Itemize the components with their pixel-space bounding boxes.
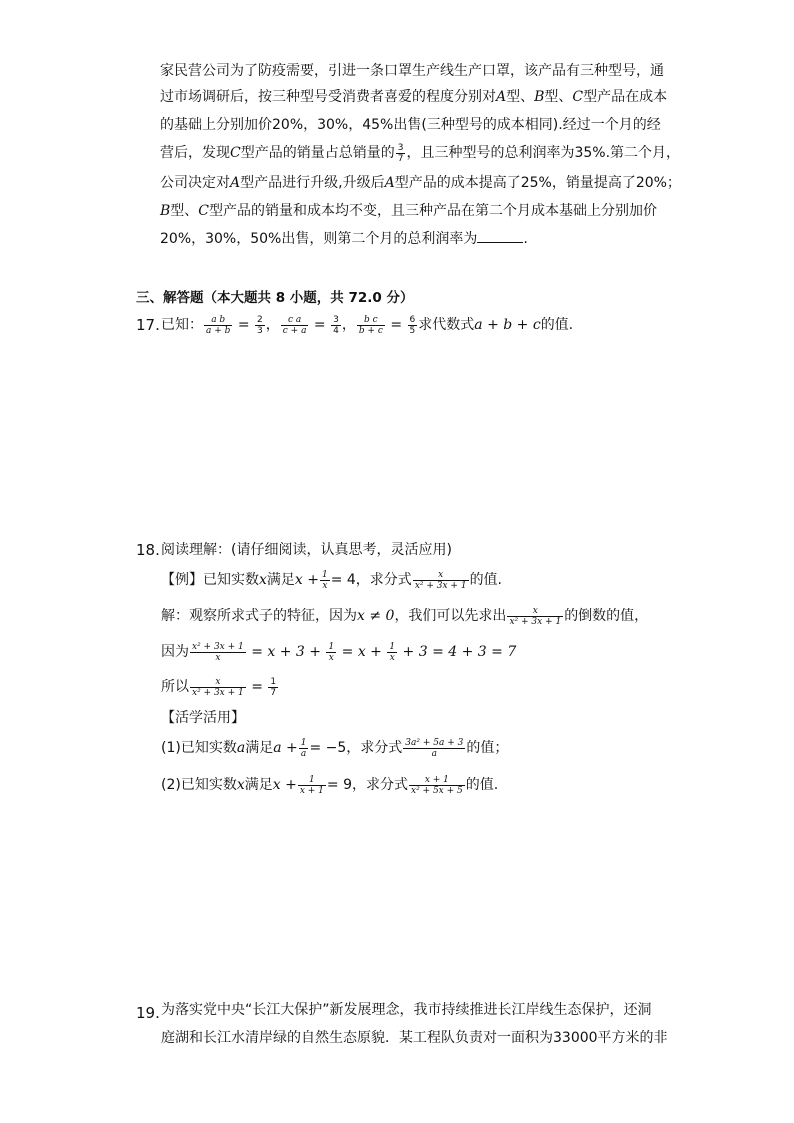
fraction <box>408 315 418 336</box>
q18-therefore <box>161 674 279 700</box>
question-number-19: 19. <box>136 1004 160 1022</box>
fraction <box>204 315 232 336</box>
fraction <box>255 315 265 336</box>
text: 营后，发现 <box>160 145 230 161</box>
var: C <box>230 145 241 161</box>
equals: = <box>313 317 326 333</box>
q16-line-1 <box>160 58 664 84</box>
equals: = <box>390 317 403 333</box>
denominator: x² + 3x + 1 <box>414 580 467 591</box>
denominator: 5 <box>409 325 416 336</box>
numerator: 1 <box>328 641 335 652</box>
q17-line <box>161 312 573 338</box>
text: 型、 <box>544 89 573 105</box>
var: a <box>236 740 246 756</box>
denominator: 7 <box>397 153 404 164</box>
var: A <box>384 175 395 191</box>
text: 型产品在成本 <box>583 89 668 105</box>
fraction <box>387 642 397 663</box>
expression: x ≠ 0 <box>357 608 395 624</box>
var: B <box>534 89 545 105</box>
q18-part-2 <box>161 772 498 798</box>
text: = 4，求分式 <box>330 572 412 588</box>
denominator: c + a <box>282 325 307 336</box>
numerator: x + 1 <box>424 774 449 785</box>
text: 的值； <box>466 740 509 756</box>
denominator: x <box>387 652 397 663</box>
fraction <box>190 677 246 698</box>
numerator: a b <box>211 314 226 325</box>
denominator: a <box>299 748 309 759</box>
fraction <box>298 775 326 796</box>
denominator: x + 1 <box>299 785 324 796</box>
q16-line-2 <box>160 84 667 110</box>
denominator: 7 <box>270 687 277 698</box>
numerator: x <box>215 676 221 687</box>
text: 20%，30%，50%出售，则第二个月的总利润率为 <box>160 231 478 247</box>
expression: a + <box>273 740 298 756</box>
text: ， <box>265 317 280 333</box>
answer-blank <box>477 228 523 243</box>
var: A <box>230 175 241 191</box>
denominator: a <box>403 748 465 759</box>
text: 所以 <box>161 679 189 695</box>
numerator: 1 <box>321 569 328 580</box>
fraction <box>409 775 465 796</box>
var: x <box>259 572 267 588</box>
var: A <box>496 89 507 105</box>
text: 型产品的销量和成本均不变，且三种产品在第二个月成本基础上分别加价 <box>209 203 658 219</box>
expression: x + <box>294 572 319 588</box>
text: 的值. <box>469 572 503 588</box>
fraction <box>268 677 278 698</box>
fraction <box>326 642 336 663</box>
text: ， <box>341 317 356 333</box>
q18-intro: 阅读理解：(请仔细阅读，认真思考，灵活应用) <box>161 542 452 558</box>
fraction <box>331 315 341 336</box>
text: 解：观察所求式子的特征，因为 <box>161 608 357 624</box>
denominator: x <box>326 652 336 663</box>
text: 满足 <box>244 777 273 793</box>
numerator: c a <box>287 314 302 325</box>
expression: + 3 = 4 + 3 = 7 <box>402 644 517 660</box>
fraction <box>413 570 469 591</box>
question-number-17: 17. <box>136 316 160 334</box>
fraction <box>403 738 465 759</box>
equals: = <box>237 317 250 333</box>
q18-solution <box>161 603 648 629</box>
text: (2)已知实数 <box>161 777 237 793</box>
fraction <box>357 315 385 336</box>
q18-since <box>161 639 516 665</box>
expression: a + b + c <box>474 317 541 333</box>
var: C <box>198 203 210 219</box>
text: 过市场调研后，按三种型号受消费者喜爱的程度分别对 <box>160 89 496 105</box>
var: x <box>236 777 245 793</box>
text: = −5，求分式 <box>309 740 403 756</box>
q19-line-2: 庭湖和长江水清岸绿的自然生态原貌．某工程队负责对一面积为33000平方米的非 <box>161 1030 668 1046</box>
text: ，且三种型号的总利润率为35%.第二个月， <box>406 145 681 161</box>
text: 公司决定对 <box>160 175 230 191</box>
numerator: x <box>532 605 538 616</box>
text: = 9，求分式 <box>326 777 408 793</box>
numerator: x <box>438 569 444 580</box>
numerator: b c <box>364 314 378 325</box>
denominator: x <box>190 652 246 663</box>
expression: x + <box>272 777 297 793</box>
numerator: 1 <box>300 737 307 748</box>
text: 的倒数的值， <box>564 608 649 624</box>
q18-apply-heading: 【活学活用】 <box>161 710 245 726</box>
var: B <box>160 203 171 219</box>
text: ，我们可以先求出 <box>394 608 507 624</box>
numerator: 2 <box>257 314 263 325</box>
numerator: 3a² + 5a + 3 <box>405 737 464 748</box>
denominator: a + b <box>206 325 231 336</box>
text: 型、 <box>506 89 535 105</box>
text: 已知： <box>161 317 203 333</box>
fraction <box>299 738 309 759</box>
denominator: 3 <box>257 325 263 336</box>
text: . <box>523 231 528 247</box>
fraction <box>320 570 330 591</box>
question-number-18: 18. <box>136 541 160 559</box>
q19-line-1: 为落实党中央“长江大保护”新发展理念，我市持续推进长江岸线生态保护，还洞 <box>161 1002 652 1018</box>
text: 【例】已知实数 <box>161 572 259 588</box>
text: 型产品的成本提高了25%，销量提高了20%； <box>394 175 681 191</box>
fraction <box>396 143 406 164</box>
numerator: 1 <box>389 641 396 652</box>
q16-line-3 <box>160 112 661 138</box>
denominator: x² + 3x + 1 <box>192 687 244 698</box>
text: 的基础上分别加价20%，30%，45%出售(三种型号的成本相同).经过一个月的经 <box>160 117 661 133</box>
text: 型产品的销量占总销量的 <box>240 145 395 161</box>
equals: = <box>251 679 263 695</box>
text: 因为 <box>161 644 189 660</box>
q16-line-6 <box>160 198 657 224</box>
text: 求代数式 <box>418 317 475 333</box>
text: 的值. <box>540 317 574 333</box>
q18-part-1 <box>161 735 508 761</box>
q16-line-5 <box>160 170 681 196</box>
fraction <box>281 315 309 336</box>
numerator: 1 <box>309 774 315 785</box>
text: 的值. <box>465 777 499 793</box>
expression: = x + 3 + <box>251 644 321 660</box>
q16-line-7 <box>160 226 528 252</box>
text: 型、 <box>170 203 199 219</box>
text: 家民营公司为了防疫需要，引进一条口罩生产线生产口罩，该产品有三种型号，通 <box>160 63 664 79</box>
numerator: 3 <box>397 142 404 153</box>
numerator: 1 <box>270 676 277 687</box>
denominator: x <box>320 580 330 591</box>
fraction <box>507 606 563 627</box>
fraction <box>190 642 246 663</box>
q16-line-4 <box>160 140 680 166</box>
section-heading: 三、解答题（本大题共 8 小题，共 72.0 分） <box>136 290 414 306</box>
numerator: 3 <box>333 314 339 325</box>
q18-example <box>161 567 502 593</box>
text: 满足 <box>266 572 295 588</box>
denominator: x² + 5x + 5 <box>411 785 463 796</box>
text: 型产品进行升级,升级后 <box>240 175 385 191</box>
text: (1)已知实数 <box>161 740 237 756</box>
expression: = x + <box>341 644 382 660</box>
numerator: 6 <box>409 314 416 325</box>
denominator: 4 <box>333 325 339 336</box>
denominator: x² + 3x + 1 <box>509 616 562 627</box>
var: C <box>572 89 584 105</box>
denominator: b + c <box>358 325 383 336</box>
numerator: x² + 3x + 1 <box>192 641 244 652</box>
text: 满足 <box>245 740 274 756</box>
